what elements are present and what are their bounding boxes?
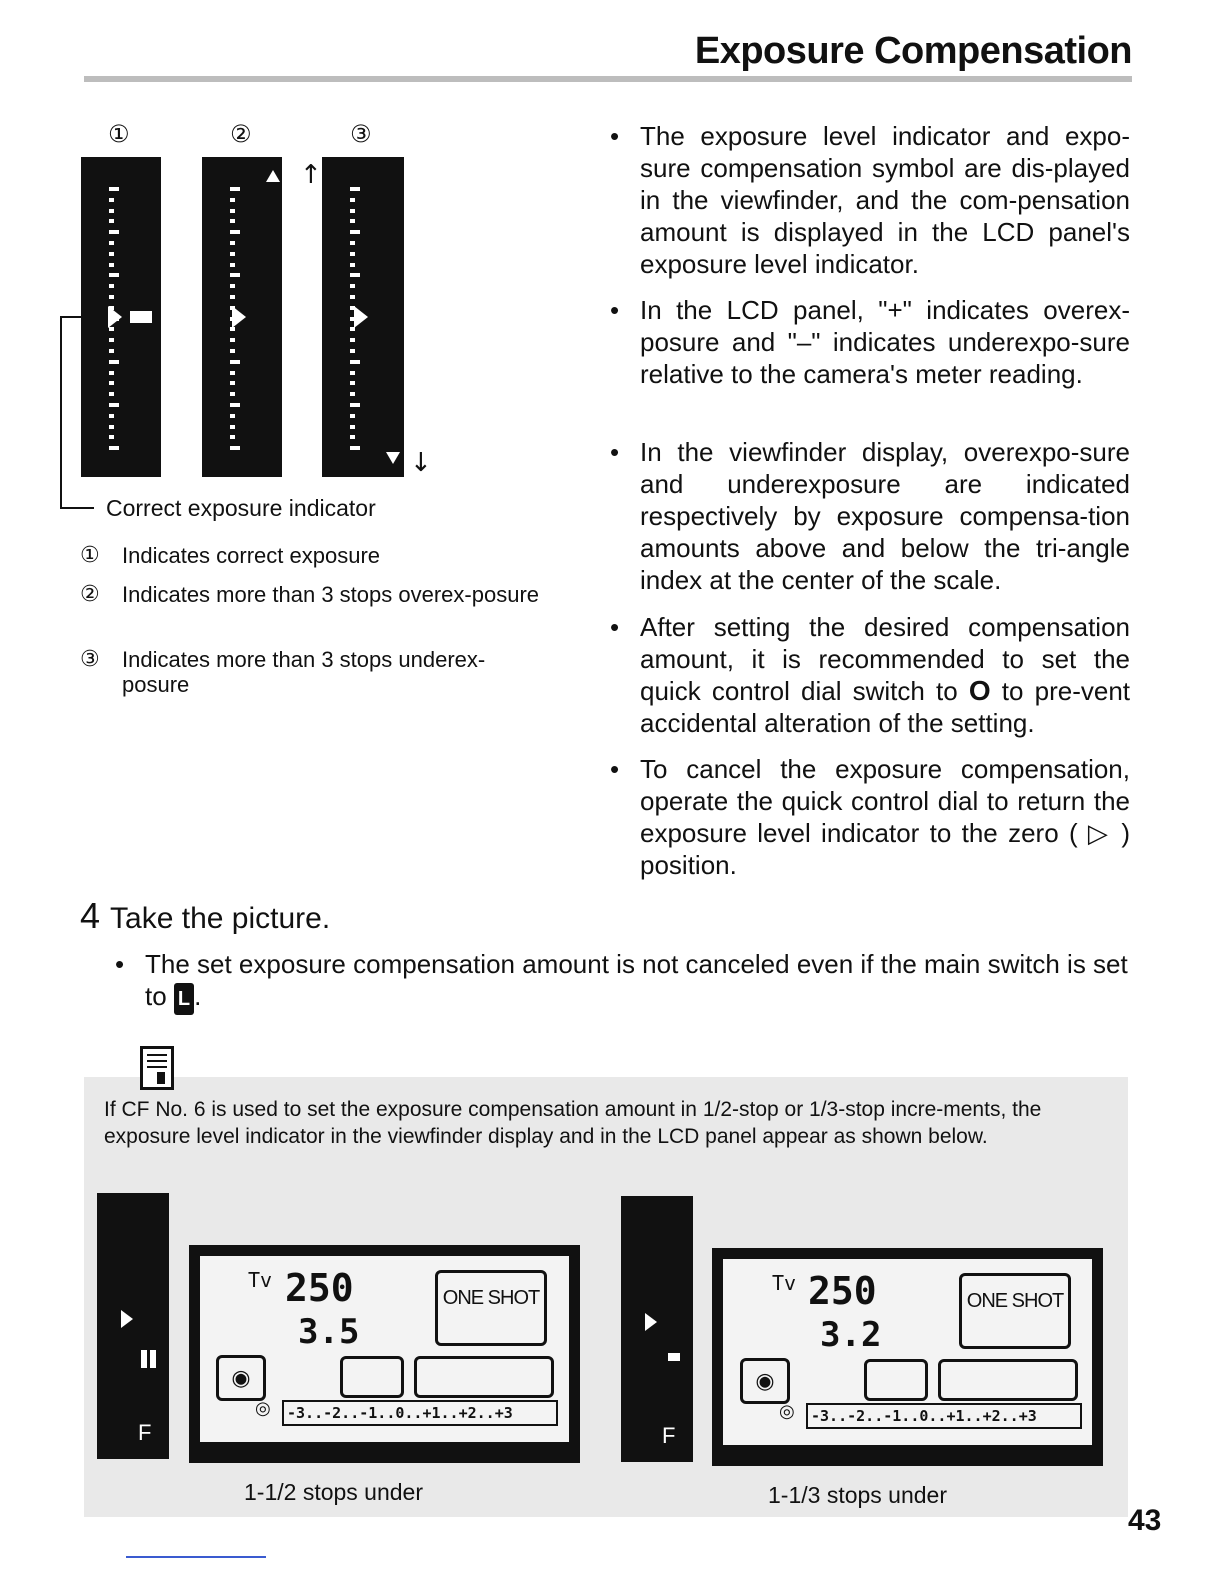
compensation-bar-icon — [141, 1350, 147, 1368]
index-triangle-icon — [232, 306, 246, 328]
dial-icon: ◎ — [255, 1398, 271, 1418]
dial-icon: ◎ — [779, 1401, 795, 1421]
scale-tick — [109, 349, 114, 353]
scale-tick — [109, 403, 119, 407]
scale-tick — [109, 241, 114, 245]
scale-tick — [230, 230, 240, 234]
vf-letter: F — [138, 1420, 152, 1445]
scale-tick — [109, 252, 114, 256]
drive-mode-box — [340, 1356, 404, 1398]
scale-tick — [350, 403, 360, 407]
scale-tick — [230, 187, 240, 191]
leader-line — [60, 507, 94, 509]
scale-tick — [109, 414, 114, 418]
scale-tick — [109, 187, 119, 191]
scale-tick — [350, 371, 355, 375]
scale-tick — [109, 435, 114, 439]
scale-tick — [109, 295, 114, 299]
af-mode-box: ONE SHOT — [959, 1273, 1071, 1349]
scale-tick — [230, 338, 235, 342]
index-triangle-icon — [354, 306, 368, 328]
scale-tick — [230, 403, 240, 407]
scale-tick — [230, 392, 235, 396]
lock-switch-symbol: L — [174, 983, 194, 1015]
scale-tick — [350, 241, 355, 245]
index-triangle-icon — [645, 1313, 657, 1331]
viewfinder-strip-1 — [97, 1193, 169, 1459]
scale-tick — [109, 425, 114, 429]
metering-icon: ◉ — [216, 1355, 266, 1401]
scale-tick — [350, 230, 360, 234]
tv-label: Tv — [248, 1268, 273, 1292]
frame-box — [938, 1359, 1078, 1401]
marker-2: ② — [230, 120, 252, 148]
drive-mode-box — [864, 1359, 928, 1401]
viewfinder-strip-2 — [621, 1196, 693, 1462]
over-triangle-icon — [266, 170, 280, 182]
scale-tick — [109, 392, 114, 396]
scale-tick — [230, 295, 235, 299]
bullet-item: • In the LCD panel, "+" indicates overex-posure and "–" indicates underexpo-sure relative to the camera's meter reading. — [610, 295, 1130, 389]
scale-tick — [350, 392, 355, 396]
scale-tick — [350, 425, 355, 429]
scale-tick — [109, 381, 114, 385]
exposure-level-scale: -3..-2..-1..0..+1..+2..+3 — [806, 1403, 1082, 1429]
bullet-item: • After setting the desired compensation amount, it is recommended to set the quick control dial switch to O to pre-vent accidental alteration of the setting. — [610, 612, 1131, 738]
scale-tick — [350, 338, 355, 342]
bullet-item: • The exposure level indicator and expo-sure compensation symbol are dis-played in the viewfinder, and the com-pensation amount is displayed in the LCD panel's exposure level indicator. — [610, 121, 1130, 279]
vf-letter: F — [662, 1423, 676, 1448]
scale-tick — [109, 263, 114, 267]
bullet-item: • To cancel the exposure compensation, operate the quick control dial to return the exposure level indicator to the zero ( ▷ ) position. — [610, 754, 1130, 880]
marker-3: ③ — [350, 120, 372, 148]
scale-tick — [230, 241, 235, 245]
compensation-bar-icon — [150, 1350, 156, 1368]
scale-tick — [109, 284, 114, 288]
legend-item: ③ Indicates more than 3 stops underex-posure — [80, 647, 486, 697]
correct-exposure-label: Correct exposure indicator — [106, 495, 376, 521]
scale-tick — [350, 209, 355, 213]
leader-line — [60, 316, 104, 318]
scale-tick — [109, 209, 114, 213]
scale-tick — [230, 252, 235, 256]
scale-tick — [109, 360, 119, 364]
scale-tick — [230, 435, 235, 439]
scale-tick — [230, 209, 235, 213]
legend-item: ① Indicates correct exposure — [80, 543, 381, 568]
scale-tick — [350, 219, 355, 223]
index-triangle-icon — [121, 1310, 133, 1328]
scale-tick — [350, 349, 355, 353]
scale-tick — [350, 360, 360, 364]
panel-caption: 1-1/3 stops under — [768, 1482, 948, 1508]
shutter-speed: 250 — [808, 1269, 877, 1313]
scale-tick — [109, 446, 119, 450]
scale-tick — [230, 371, 235, 375]
scale-tick — [230, 414, 235, 418]
scale-tick — [350, 252, 355, 256]
scale-tick — [230, 349, 235, 353]
scale-tick — [230, 284, 235, 288]
scale-tick — [230, 360, 240, 364]
scale-tick — [230, 381, 235, 385]
correct-exposure-bar-icon — [130, 311, 152, 323]
tv-label: Tv — [772, 1271, 797, 1295]
scale-tick — [230, 425, 235, 429]
scale-tick — [350, 435, 355, 439]
scale-tick — [350, 381, 355, 385]
aperture-value: 3.2 — [820, 1315, 882, 1355]
scale-tick — [350, 198, 355, 202]
dial-off-symbol: O — [968, 675, 991, 706]
scale-tick — [109, 198, 114, 202]
panel-caption: 1-1/2 stops under — [244, 1479, 424, 1505]
scale-tick — [350, 273, 360, 277]
exposure-level-scale: -3..-2..-1..0..+1..+2..+3 — [282, 1400, 558, 1426]
af-mode-box: ONE SHOT — [435, 1270, 547, 1346]
shutter-speed: 250 — [285, 1266, 354, 1310]
arrow-up-icon: ↑ — [300, 160, 322, 190]
leader-line — [60, 316, 62, 508]
header-rule — [84, 76, 1132, 82]
scale-tick — [350, 263, 355, 267]
legend-item: ② Indicates more than 3 stops overex-posure — [80, 582, 540, 607]
scale-tick — [230, 263, 235, 267]
note-icon — [140, 1046, 174, 1090]
aperture-value: 3.5 — [298, 1312, 360, 1352]
scale-tick — [109, 338, 114, 342]
scale-tick — [350, 187, 360, 191]
scale-tick — [109, 273, 119, 277]
footer-line — [126, 1556, 266, 1558]
scale-tick — [109, 371, 114, 375]
scale-tick — [230, 219, 235, 223]
index-triangle-icon — [108, 306, 122, 328]
compensation-bar-icon — [668, 1353, 680, 1361]
step-bullet: • The set exposure compensation amount is not canceled even if the main switch is set to L . — [115, 948, 1130, 1015]
page-number: 43 — [1128, 1504, 1162, 1537]
scale-tick — [230, 198, 235, 202]
step-heading: 4 Take the picture. — [80, 895, 331, 936]
bullet-item: • In the viewfinder display, overexpo-sure and underexposure are indicated respectively by exposure compensa-tion amounts above and below the tri-angle index at the center of the scale. — [610, 437, 1130, 595]
scale-tick — [350, 295, 355, 299]
scale-tick — [350, 446, 360, 450]
scale-tick — [350, 414, 355, 418]
scale-tick — [109, 219, 114, 223]
page-title: Exposure Compensation — [694, 30, 1132, 72]
arrow-down-icon: ↓ — [410, 448, 432, 478]
note-text: If CF No. 6 is used to set the exposure compensation amount in 1/2-stop or 1/3-stop incre-ments, the exposure level indicator in the viewfinder display and in the LCD panel appear as shown below. — [104, 1098, 1042, 1148]
scale-tick — [350, 284, 355, 288]
frame-box — [414, 1356, 554, 1398]
marker-1: ① — [108, 120, 130, 148]
metering-icon: ◉ — [740, 1358, 790, 1404]
scale-tick — [109, 230, 119, 234]
scale-tick — [230, 446, 240, 450]
scale-tick — [230, 273, 240, 277]
under-triangle-icon — [386, 452, 400, 464]
